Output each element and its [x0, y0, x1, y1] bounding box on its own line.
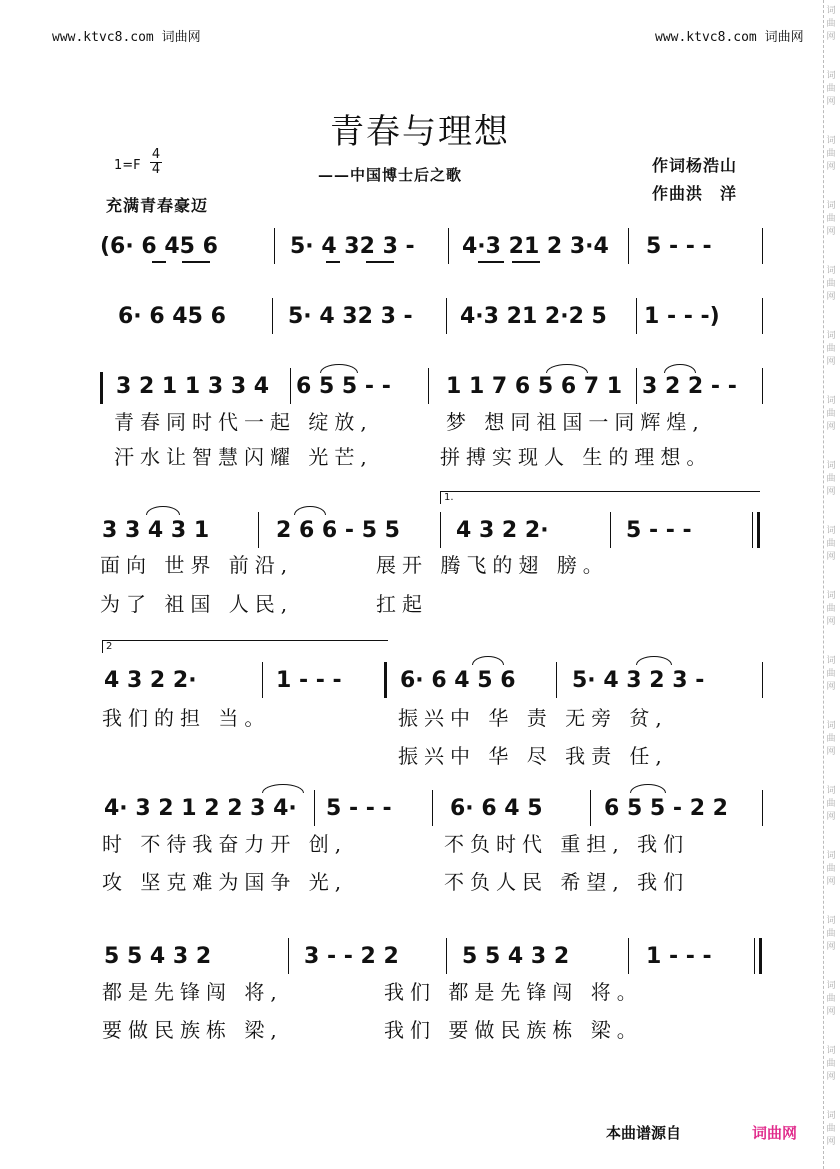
side-watermark-glyph: 词: [826, 136, 836, 146]
side-watermark-glyph: 词: [826, 201, 836, 211]
side-watermark-glyph: 曲: [826, 84, 836, 94]
line4-lyric-b: 展开 腾飞的翅 膀。: [376, 553, 609, 577]
side-watermark-glyph: 网: [826, 1137, 836, 1147]
rhythm-underline: [326, 261, 340, 263]
side-watermark-glyph: 词: [826, 396, 836, 406]
slur: [472, 656, 504, 665]
line4-lyric-c: 为了 祖国 人民,: [100, 592, 294, 616]
line6-measure3: 6· 6 4 5: [450, 796, 543, 821]
side-watermark-glyph: 网: [826, 942, 836, 952]
side-watermark-glyph: 词: [826, 461, 836, 471]
side-watermark-glyph: 词: [826, 6, 836, 16]
line6-measure2: 5 - - -: [326, 796, 392, 821]
line3-measure2: 6 5 5 - -: [296, 374, 391, 399]
line5-lyric-a: 我们的担 当。: [102, 706, 271, 730]
side-watermark-glyph: 网: [826, 32, 836, 42]
rhythm-underline: [366, 261, 394, 263]
line2-measure2: 5· 4 32 3 -: [288, 304, 413, 329]
line6-lyric-c: 攻 坚克难为国争 光,: [102, 870, 348, 894]
side-watermark-glyph: 曲: [826, 994, 836, 1004]
line3-measure4: 3 2 2 - -: [642, 374, 737, 399]
side-watermark-glyph: 网: [826, 682, 836, 692]
rhythm-underline: [478, 261, 504, 263]
barline: [628, 228, 629, 264]
side-watermark-glyph: 词: [826, 591, 836, 601]
side-watermark-glyph: 曲: [826, 1124, 836, 1134]
side-watermark-glyph: 曲: [826, 864, 836, 874]
line5-measure1: 4 3 2 2·: [104, 668, 197, 693]
rhythm-underline: [152, 261, 166, 263]
side-watermark-glyph: 曲: [826, 734, 836, 744]
side-watermark-glyph: 网: [826, 1007, 836, 1017]
key-signature: 1=F: [114, 158, 141, 173]
song-subtitle: ——中国博士后之歌: [318, 166, 463, 184]
side-watermark-strip: [823, 0, 838, 1169]
lyricist-credit: 作词杨浩山: [652, 156, 738, 175]
side-watermark-glyph: 网: [826, 552, 836, 562]
line4-measure1: 3 3 4 3 1: [102, 518, 210, 543]
line1-measure2: 5· 4 32 3 -: [290, 234, 415, 259]
line7-measure2: 3 - - 2 2: [304, 944, 399, 969]
line2-measure3: 4·3 21 2·2 5: [460, 304, 607, 329]
side-watermark-glyph: 词: [826, 851, 836, 861]
line4-measure4: 5 - - -: [626, 518, 692, 543]
line4-lyric-a: 面向 世界 前沿,: [100, 553, 294, 577]
barline: [258, 512, 259, 548]
side-watermark-glyph: 词: [826, 916, 836, 926]
barline: [754, 938, 755, 974]
barline: [432, 790, 433, 826]
line1-measure4: 5 - - -: [646, 234, 712, 259]
side-watermark-glyph: 网: [826, 1072, 836, 1082]
side-watermark-glyph: 网: [826, 877, 836, 887]
side-watermark-glyph: 词: [826, 786, 836, 796]
line6-lyric-a: 时 不待我奋力开 创,: [102, 832, 348, 856]
barline: [762, 368, 763, 404]
side-watermark-glyph: 曲: [826, 279, 836, 289]
slur: [546, 364, 588, 373]
line7-lyric-c: 要做民族栋 梁,: [102, 1018, 283, 1042]
slur: [630, 784, 666, 793]
barline: [446, 298, 447, 334]
barline: [636, 298, 637, 334]
side-watermark-glyph: 网: [826, 357, 836, 367]
side-watermark-glyph: 曲: [826, 539, 836, 549]
side-watermark-glyph: 曲: [826, 149, 836, 159]
side-watermark-glyph: 曲: [826, 214, 836, 224]
line5-measure2: 1 - - -: [276, 668, 342, 693]
slur: [320, 364, 358, 373]
side-watermark-glyph: 词: [826, 71, 836, 81]
line3-lyric-c: 汗水让智慧闪耀 光芒,: [114, 445, 373, 469]
barline: [290, 368, 291, 404]
line4-lyric-d: 扛起: [376, 592, 428, 616]
side-watermark-glyph: 曲: [826, 1059, 836, 1069]
side-watermark-glyph: 网: [826, 227, 836, 237]
slur: [636, 656, 672, 665]
side-watermark-glyph: 词: [826, 526, 836, 536]
slur: [664, 364, 696, 373]
side-watermark-glyph: 网: [826, 162, 836, 172]
line6-measure4: 6 5 5 - 2 2: [604, 796, 728, 821]
line1-measure1: (6· 6 45 6: [100, 234, 218, 259]
rhythm-underline: [182, 261, 210, 263]
barline: [556, 662, 557, 698]
rhythm-underline: [512, 261, 540, 263]
line6-lyric-b: 不负时代 重担, 我们: [444, 832, 690, 856]
side-watermark-glyph: 词: [826, 656, 836, 666]
barline: [272, 298, 273, 334]
line3-measure3: 1 1 7 6 5 6 7 1: [446, 374, 623, 399]
side-watermark-glyph: 网: [826, 747, 836, 757]
side-watermark-glyph: 词: [826, 1046, 836, 1056]
barline: [762, 298, 763, 334]
barline: [636, 368, 637, 404]
side-watermark-glyph: 网: [826, 97, 836, 107]
slur: [262, 784, 304, 793]
line7-measure3: 5 5 4 3 2: [462, 944, 570, 969]
volta-1: 1.: [440, 491, 760, 504]
tempo-mark: 充满青春豪迈: [106, 196, 209, 215]
side-watermark-glyph: 词: [826, 981, 836, 991]
barline: [752, 512, 753, 548]
barline: [446, 938, 447, 974]
line3-lyric-a: 青春同时代一起 绽放,: [114, 410, 373, 434]
barline: [590, 790, 591, 826]
side-watermark-glyph: 网: [826, 292, 836, 302]
side-watermark-glyph: 网: [826, 487, 836, 497]
time-signature: [150, 148, 162, 177]
side-watermark-glyph: 词: [826, 721, 836, 731]
line7-measure1: 5 5 4 3 2: [104, 944, 212, 969]
line3-lyric-b: 梦 想同祖国一同辉煌,: [446, 410, 705, 434]
side-watermark-glyph: 曲: [826, 474, 836, 484]
header-left-url[interactable]: www.ktvc8.com 词曲网: [52, 30, 201, 45]
barline: [288, 938, 289, 974]
line7-measure4: 1 - - -: [646, 944, 712, 969]
line5-lyric-b: 振兴中 华 责 无旁 贫,: [398, 706, 668, 730]
side-watermark-glyph: 曲: [826, 669, 836, 679]
song-title: 青春与理想: [330, 112, 510, 152]
side-watermark-glyph: 曲: [826, 799, 836, 809]
header-right-url[interactable]: www.ktvc8.com 词曲网: [655, 30, 804, 45]
line3-measure1: 3 2 1 1 3 3 4: [116, 374, 270, 399]
side-watermark-glyph: 词: [826, 266, 836, 276]
volta-2: 2: [102, 640, 388, 653]
line7-lyric-d: 我们 要做民族栋 梁。: [384, 1018, 643, 1042]
line5-measure4: 5· 4 3 2 3 -: [572, 668, 705, 693]
line2-measure4: 1 - - -): [644, 304, 720, 329]
side-watermark-glyph: 网: [826, 617, 836, 627]
side-watermark-glyph: 曲: [826, 409, 836, 419]
line4-measure3: 4 3 2 2·: [456, 518, 549, 543]
barline: [762, 790, 763, 826]
side-watermark-glyph: 网: [826, 422, 836, 432]
footer-brand-link[interactable]: 词曲网: [752, 1124, 798, 1142]
barline: [428, 368, 429, 404]
barline: [448, 228, 449, 264]
line6-measure1: 4· 3 2 1 2 2 3 4·: [104, 796, 297, 821]
side-watermark-glyph: 曲: [826, 344, 836, 354]
time-signature-numerator: 4: [151, 147, 161, 162]
composer-credit: 作曲洪 洋: [652, 184, 738, 203]
slur: [294, 506, 326, 515]
barline: [262, 662, 263, 698]
footer-source-text: 本曲谱源自: [606, 1124, 682, 1142]
barline: [762, 228, 763, 264]
line5-lyric-c: 振兴中 华 尽 我责 任,: [398, 744, 668, 768]
time-signature-denominator: 4: [151, 162, 161, 177]
repeat-end: [757, 512, 760, 548]
side-watermark-glyph: 曲: [826, 604, 836, 614]
line7-lyric-b: 我们 都是先锋闯 将。: [384, 980, 643, 1004]
side-watermark-glyph: 词: [826, 331, 836, 341]
line4-measure2: 2 6 6 - 5 5: [276, 518, 400, 543]
repeat-start: [100, 372, 103, 404]
barline: [628, 938, 629, 974]
barline: [274, 228, 275, 264]
repeat-start: [384, 662, 387, 698]
slur: [146, 506, 180, 515]
barline: [610, 512, 611, 548]
barline: [440, 512, 441, 548]
line5-measure3: 6· 6 4 5 6: [400, 668, 516, 693]
line3-lyric-d: 拼搏实现人 生的理想。: [440, 445, 713, 469]
barline: [314, 790, 315, 826]
side-watermark-glyph: 词: [826, 1111, 836, 1121]
line1-measure3: 4·3 21 2 3·4: [462, 234, 609, 259]
side-watermark-glyph: 网: [826, 812, 836, 822]
side-watermark-glyph: 曲: [826, 19, 836, 29]
barline: [762, 662, 763, 698]
side-watermark-glyph: 曲: [826, 929, 836, 939]
line6-lyric-d: 不负人民 希望, 我们: [444, 870, 690, 894]
line7-lyric-a: 都是先锋闯 将,: [102, 980, 283, 1004]
repeat-end: [759, 938, 762, 974]
line2-measure1: 6· 6 45 6: [118, 304, 226, 329]
